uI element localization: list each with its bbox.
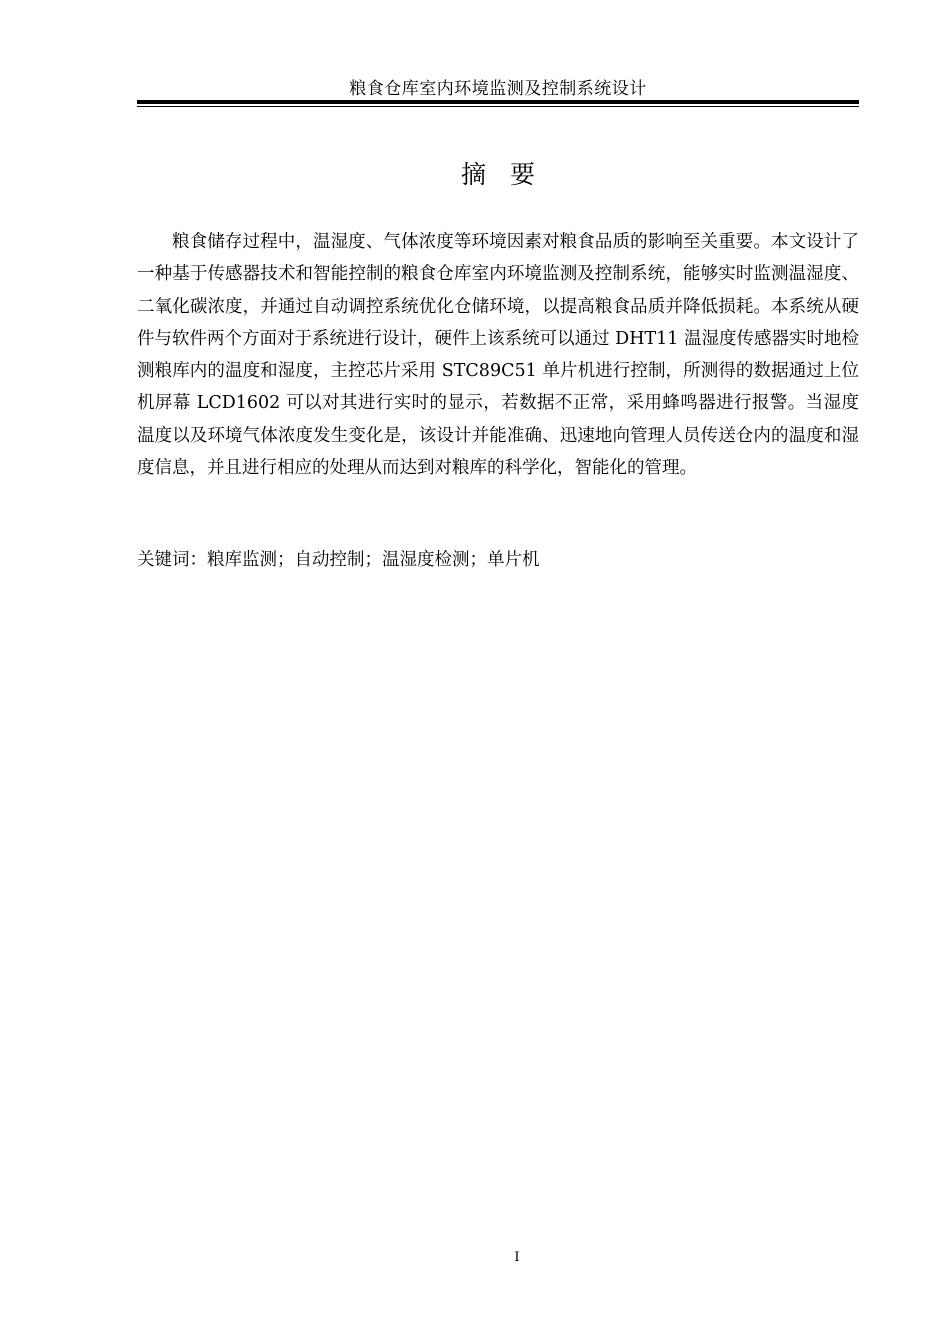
keywords-text: 粮库监测；自动控制；温湿度检测；单片机 [207, 550, 540, 570]
header-rule-thick [137, 100, 859, 104]
page-number: I [514, 1250, 520, 1265]
abstract-title: 摘要 [460, 160, 559, 189]
header-rule-thin [137, 106, 859, 107]
abstract-body: 粮食储存过程中，温湿度、气体浓度等环境因素对粮食品质的影响至关重要。本文设计了一种基于传感器技术和智能控制的粮食仓库室内环境监测及控制系统，能够实时监测温湿度、二氧化碳浓度，并通过自动调控系统优化仓储环境，以提高粮食品质并降低损耗。本系统从硬件与软件两个方面对于系统进行设计，硬件上该系统可以通过 DHT11 温湿度传感器实时地检测粮库内的温度和湿度，主控芯片采用 STC89C51 单片机进行控制，所测得的数据通过上位机屏幕 LCD1602 可以对其进行实时的显示，若数据不正常，采用蜂鸣器进行报警。当湿度温度以及环境气体浓度发生变化是，该设计并能准确、迅速地向管理人员传送仓内的温度和湿度信息，并且进行相应的处理从而达到对粮库的科学化，智能化的管理。 [137, 232, 859, 479]
running-header: 粮食仓库室内环境监测及控制系统设计 [349, 79, 647, 99]
keywords-label: 关键词： [137, 550, 207, 570]
keywords-line [137, 545, 859, 575]
